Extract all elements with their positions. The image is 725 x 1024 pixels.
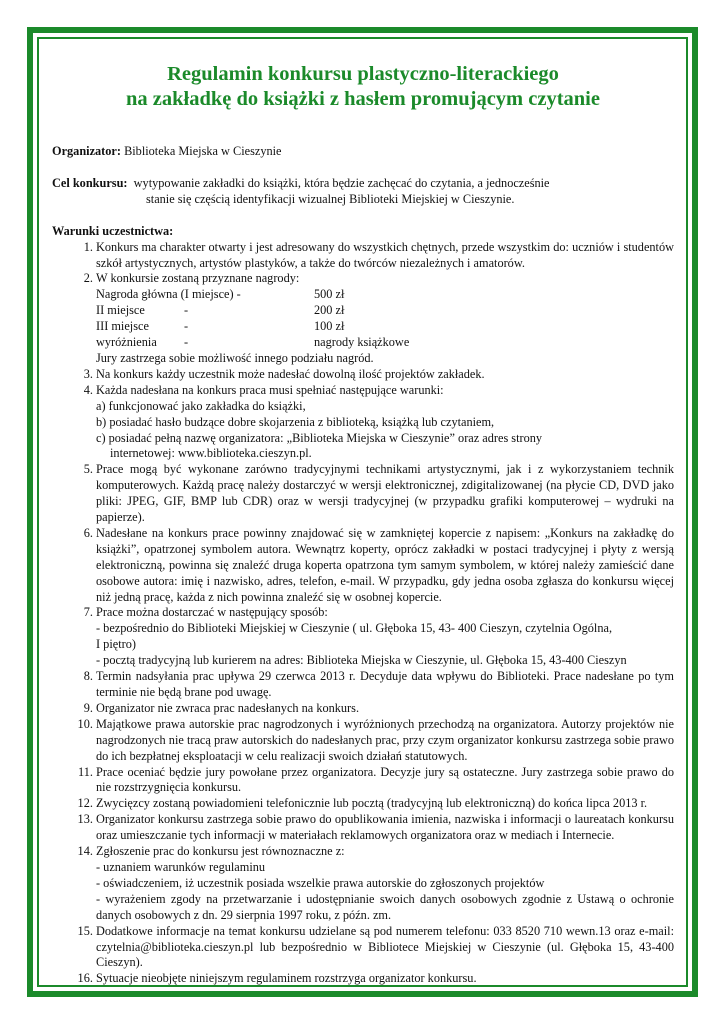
- delivery-option-2: - pocztą tradycyjną lub kurierem na adres: Biblioteka Miejska w Cieszynie, ul. Głęboka 15, 43-400 Cieszyn: [96, 653, 627, 668]
- prize-amount: nagrody książkowe: [314, 335, 410, 350]
- condition-item-16: 16. Sytuacje nieobjęte niniejszym regulaminem rozstrzyga organizator konkursu.: [96, 971, 674, 987]
- condition-item-6: 6. Nadesłane na konkurs prace powinny znajdować się w zamkniętej kopercie z napisem: „Konkurs na zakładkę do książki”, opatrzonej symbolem autora. Wewnątrz koperty, oprócz zakładki w postaci tradycyjnej i płyty z wersją elektroniczną, powinna się znaleźć druga koperta opatrzona tym samym symbolem, w której należy zamieścić dane osobowe autora: imię i nazwisko, adres, telefon, e-mail. W przypadku, gdy jedna osoba zgłasza do konkursu więcej niż jedną pracę, każda z nich powinna znaleźć się w osobnej kopercie.: [96, 526, 674, 606]
- prize-dash: -: [184, 335, 189, 350]
- condition-item-15: 15. Dodatkowe informacje na temat konkursu udzielane są pod numerem telefonu: 033 8520 710 wewn.13 oraz e-mail: czytelnia@biblioteka.cieszyn.pl lub bezpośrednio w Bibliotece Miejskiej w Cieszynie (ul. Głęboka 15, 43-400 Cieszyn).: [96, 924, 674, 972]
- prize-row: [96, 319, 409, 335]
- condition-item-7: [96, 605, 674, 669]
- conditions-list: [52, 240, 674, 988]
- condition-item-5: 5. Prace mogą być wykonane zarówno tradycyjnymi technikami artystycznymi, jak i z wykorzystaniem technik komputerowych. Każdą pracę należy dostarczyć w wersji elektronicznej, zdigitalizowanej (na płycie CD, DVD jako pliki: JPEG, GIF, BMP lub CDR) oraz w wersji tradycyjnej (w przypadku grafiki komputerowej – wydruki na papierze).: [96, 462, 674, 526]
- requirement-a: a) funkcjonować jako zakładka do książki,: [96, 398, 306, 413]
- prize-row: [96, 335, 409, 351]
- title-line-2: na zakładkę do książki z hasłem promującym czytanie: [126, 88, 600, 110]
- condition-item-1: 1. Konkurs ma charakter otwarty i jest adresowany do wszystkich chętnych, przede wszystkim do: uczniów i studentów szkół artystycznych, artystów plastyków, a także do twórców niezależnych i amatorów.: [96, 240, 674, 272]
- condition-item-11: 11. Prace oceniać będzie jury powołane przez organizatora. Decyzje jury są ostateczne. Jury zastrzega sobie prawo do nie rozstrzygnięcia konkursu.: [96, 765, 674, 797]
- prize-dash: -: [184, 319, 189, 334]
- organizer-value: Biblioteka Miejska w Cieszynie: [124, 144, 282, 158]
- requirement-b: b) posiadać hasło budzące dobre skojarzenia z biblioteką, książką lub czytaniem,: [96, 414, 495, 429]
- organizer-section: [52, 144, 674, 160]
- prizes-note: Jury zastrzega sobie możliwość innego podziału nagród.: [96, 350, 374, 365]
- prize-amount: 200 zł: [314, 303, 345, 318]
- document-body: [52, 62, 674, 987]
- prize-place: III miejsce: [96, 319, 149, 334]
- goal-line-1: wytypowanie zakładki do książki, która będzie zachęcać do czytania, a jednocześnie: [133, 175, 550, 190]
- condition-item-14: [96, 844, 674, 924]
- prize-place: Nagroda główna (I miejsce) -: [96, 287, 241, 302]
- prizes-intro: 2. W konkursie zostaną przyznane nagrody:: [96, 271, 300, 286]
- consent-3: - wyrażeniem zgody na przetwarzanie i udostępnianie swoich danych osobowych zgodnie z Ustawą o ochronie danych osobowych z dn. 29 sierpnia 1997 roku, z późn. zm.: [96, 891, 674, 922]
- requirement-c-line-1: c) posiadać pełną nazwę organizatora: „Biblioteka Miejska w Cieszynie” oraz adres strony: [96, 430, 543, 445]
- prize-amount: 100 zł: [314, 319, 345, 334]
- requirement-c-line-2: internetowej: www.biblioteka.cieszyn.pl.: [110, 446, 312, 461]
- delivery-option-1-cont: I piętro): [96, 637, 136, 652]
- consent-intro: 14. Zgłoszenie prac do konkursu jest równoznaczne z:: [96, 844, 345, 859]
- condition-item-4: [96, 383, 674, 463]
- consent-2: - oświadczeniem, iż uczestnik posiada wszelkie prawa autorskie do zgłoszonych projektów: [96, 875, 545, 890]
- condition-item-9: 9. Organizator nie zwraca prac nadesłanych na konkurs.: [96, 701, 674, 717]
- condition-item-10: 10. Majątkowe prawa autorskie prac nagrodzonych i wyróżnionych przechodzą na organizatora. Autorzy projektów nie nagrodzonych nie tracą praw autorskich do nadesłanych prac, przy czym organizator konkursu zastrzega sobie prawo do ich bezpłatnej eksploatacji w celu realizacji swoich działań statutowych.: [96, 717, 674, 765]
- prize-dash: -: [184, 303, 189, 318]
- prize-place: II miejsce: [96, 303, 145, 318]
- consent-1: - uznaniem warunków regulaminu: [96, 859, 266, 874]
- delivery-intro: 7. Prace można dostarczać w następujący sposób:: [96, 605, 328, 620]
- condition-item-8: 8. Termin nadsyłania prac upływa 29 czerwca 2013 r. Decyduje data wpływu do Biblioteki. Prace nadesłane po tym terminie nie będą brane pod uwagę.: [96, 669, 674, 701]
- conditions-section: [52, 224, 674, 988]
- prize-row: [96, 303, 409, 319]
- requirements-intro: 4. Każda nadesłana na konkurs praca musi spełniać następujące warunki:: [96, 382, 444, 397]
- prize-row: [96, 287, 409, 303]
- conditions-label: Warunki uczestnictwa:: [52, 223, 174, 238]
- prizes-table: [96, 287, 409, 351]
- organizer-label: Organizator:: [52, 144, 121, 158]
- goal-label: Cel konkursu:: [52, 175, 128, 190]
- condition-item-2: [96, 271, 674, 366]
- condition-item-3: 3. Na konkurs każdy uczestnik może nadesłać dowolną ilość projektów zakładek.: [96, 367, 674, 383]
- document-title: [52, 62, 674, 112]
- prize-amount: 500 zł: [314, 287, 345, 302]
- delivery-option-1: - bezpośrednio do Biblioteki Miejskiej w Cieszynie ( ul. Głęboka 15, 43- 400 Cieszyn, czytelnia Ogólna,: [96, 621, 613, 636]
- prize-place: wyróżnienia: [96, 335, 157, 350]
- title-line-1: Regulamin konkursu plastyczno-literackiego: [167, 63, 559, 85]
- goal-section: [52, 176, 674, 208]
- condition-item-12: 12. Zwycięzcy zostaną powiadomieni telefonicznie lub pocztą (tradycyjną lub elektroniczną) do końca lipca 2013 r.: [96, 796, 674, 812]
- goal-line-2: stanie się częścią identyfikacji wizualnej Biblioteki Miejskiej w Cieszynie.: [146, 191, 515, 206]
- condition-item-13: 13. Organizator konkursu zastrzega sobie prawo do opublikowania imienia, nazwiska i informacji o laureatach konkursu oraz umieszczanie tych informacji w materiałach reklamowych organizatora oraz w mediach i Internecie.: [96, 812, 674, 844]
